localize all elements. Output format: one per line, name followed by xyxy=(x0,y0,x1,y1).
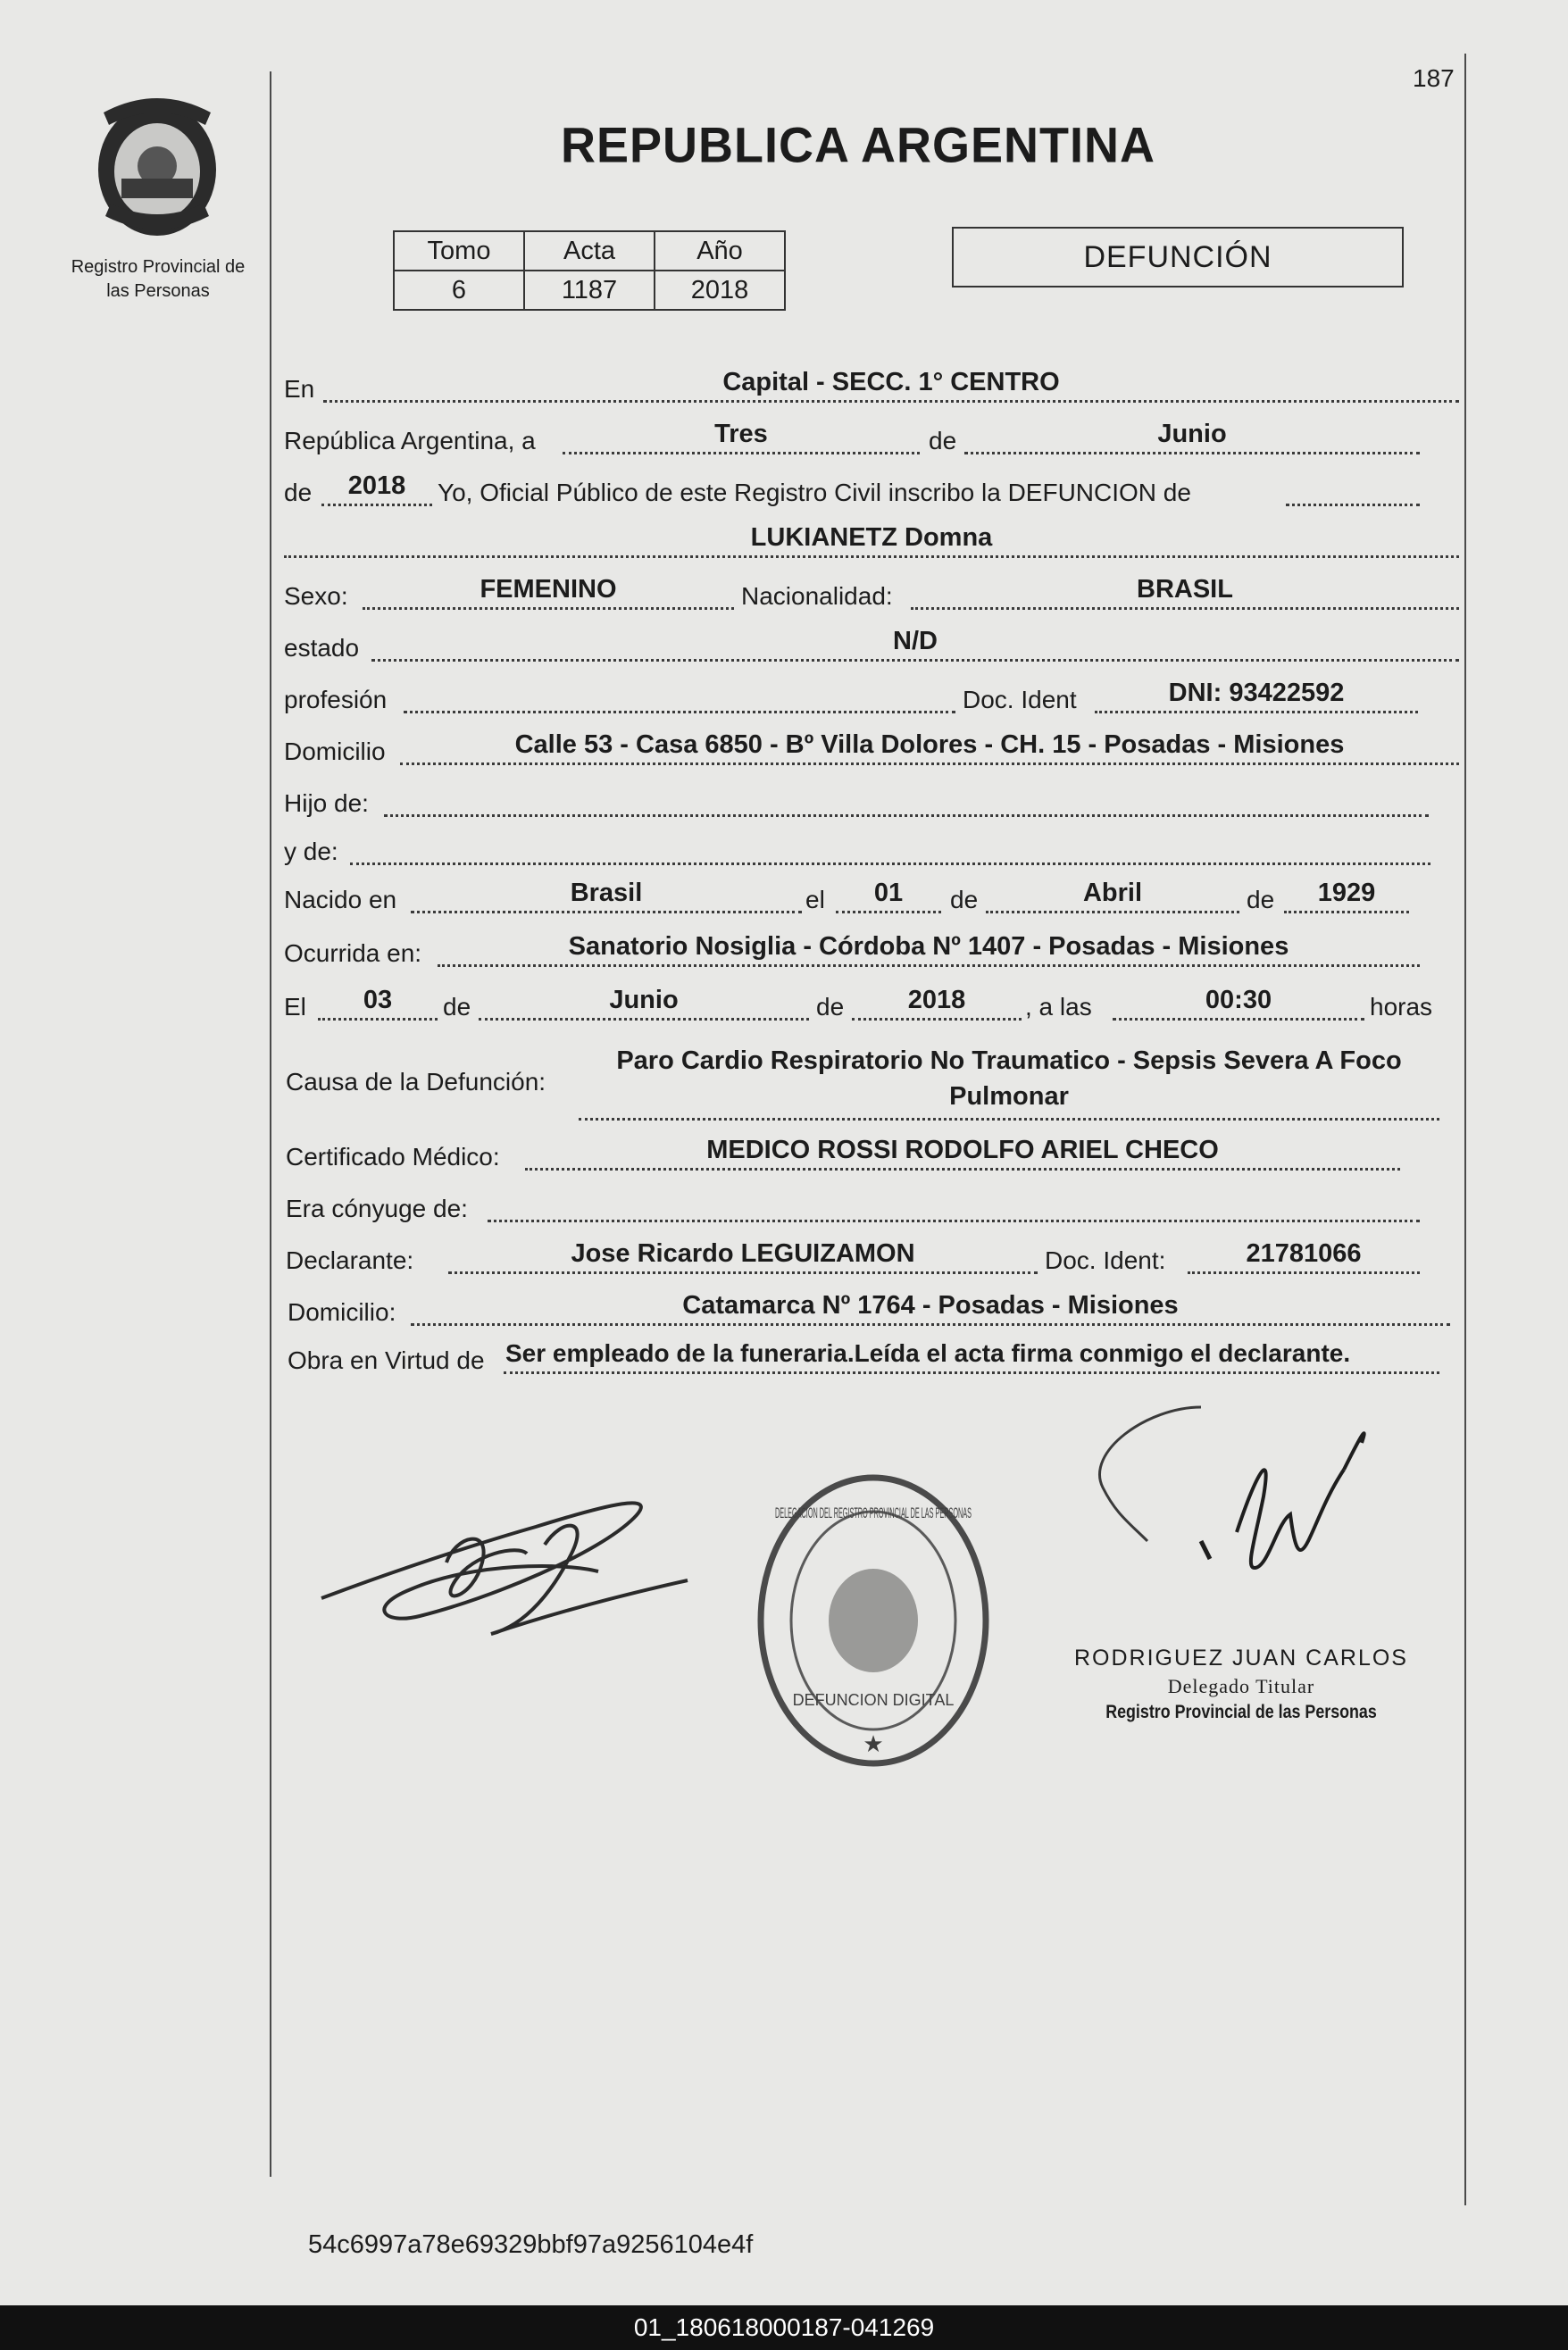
field-marital-status: N/D xyxy=(371,623,1459,662)
field-medical-certificate: MEDICO ROSSI RODOLFO ARIEL CHECO xyxy=(525,1132,1400,1171)
label-estado: estado xyxy=(284,634,360,662)
label-hijo-de: Hijo de: xyxy=(284,789,369,817)
label-horas: horas xyxy=(1370,993,1433,1021)
row-marital-status xyxy=(0,623,1464,662)
label-de-4: de xyxy=(1247,886,1275,913)
agency-name: Registro Provincial de las Personas xyxy=(71,257,246,301)
label-profesion: profesión xyxy=(284,686,388,713)
label-doc-ident-colon: Doc. Ident: xyxy=(1045,1246,1166,1274)
field-birth-year: 1929 xyxy=(1284,875,1409,913)
field-deceased-name: LUKIANETZ Domna xyxy=(284,520,1459,558)
label-de-5: de xyxy=(443,993,471,1021)
footer-code: 01_180618000187-041269 xyxy=(0,2305,1568,2350)
label-republica: República Argentina, a xyxy=(284,427,536,454)
field-declarant-doc: 21781066 xyxy=(1188,1236,1420,1274)
row-deceased-name xyxy=(0,520,1464,559)
row-and-of xyxy=(0,827,1464,866)
label-de-3: de xyxy=(950,886,979,913)
svg-text:DEFUNCION DIGITAL: DEFUNCION DIGITAL xyxy=(792,1691,955,1709)
official-statement: Yo, Oficial Público de este Registro Civil inscribo la DEFUNCION de xyxy=(438,479,1191,506)
row-birth xyxy=(0,875,1464,914)
field-sex: FEMENINO xyxy=(363,571,734,610)
label-nacionalidad: Nacionalidad: xyxy=(741,582,893,610)
row-official xyxy=(0,468,1464,507)
officer-name: RODRIGUEZ JUAN CARLOS xyxy=(1074,1646,1408,1671)
label-de-6: de xyxy=(816,993,845,1021)
label-domicilio: Domicilio xyxy=(284,738,386,765)
row-spouse xyxy=(0,1184,1464,1223)
label-de-2: de xyxy=(284,479,313,506)
field-and-of xyxy=(350,827,1430,865)
row-child-of xyxy=(0,779,1464,818)
field-death-time: 00:30 xyxy=(1113,982,1364,1021)
field-cause: Paro Cardio Respiratorio No Traumatico - Sepsis Severa A Foco Pulmonar xyxy=(579,1043,1439,1121)
officer-role: Delegado Titular xyxy=(1167,1675,1315,1697)
label-certificado: Certificado Médico: xyxy=(286,1143,500,1171)
field-child-of xyxy=(384,779,1429,817)
field-declarant: Jose Ricardo LEGUIZAMON xyxy=(448,1236,1038,1274)
record-type-box: DEFUNCIÓN xyxy=(952,227,1404,288)
field-doc-id: DNI: 93422592 xyxy=(1095,675,1418,713)
row-place xyxy=(0,364,1464,404)
row-by-virtue xyxy=(0,1336,1464,1375)
row-declarant-address xyxy=(0,1288,1464,1327)
label-nacido-en: Nacido en xyxy=(284,886,397,913)
field-month: Junio xyxy=(964,416,1420,454)
label-causa: Causa de la Defunción: xyxy=(286,1068,546,1096)
officer-org: Registro Provincial de las Personas xyxy=(1105,1702,1377,1722)
label-conyuge: Era cónyuge de: xyxy=(286,1195,468,1222)
label-ocurrida-en: Ocurrida en: xyxy=(284,939,422,967)
acta-header: Acta xyxy=(524,231,655,271)
label-a-las: , a las xyxy=(1025,993,1092,1021)
province-coat-of-arms-logo xyxy=(86,89,229,243)
field-address: Calle 53 - Casa 6850 - Bº Villa Dolores - CH. 15 - Posadas - Misiones xyxy=(400,727,1459,765)
label-en: En xyxy=(284,375,315,403)
row-sex-nationality xyxy=(0,571,1464,611)
field-birth-month: Abril xyxy=(986,875,1239,913)
row-declarant xyxy=(0,1236,1464,1275)
row-profession-doc xyxy=(0,675,1464,714)
field-year: 2018 xyxy=(321,468,432,506)
label-declarante: Declarante: xyxy=(286,1246,414,1274)
label-doc-ident: Doc. Ident xyxy=(963,686,1077,713)
anio-value: 2018 xyxy=(655,271,785,310)
field-declarant-address: Catamarca Nº 1764 - Posadas - Misiones xyxy=(411,1288,1450,1326)
row-medical-certificate xyxy=(0,1132,1464,1171)
tomo-header: Tomo xyxy=(394,231,524,271)
field-death-day: 03 xyxy=(318,982,438,1021)
field-birth-day: 01 xyxy=(836,875,941,913)
right-margin-line xyxy=(1464,54,1466,2205)
field-spouse xyxy=(488,1184,1420,1222)
officer-signature xyxy=(1076,1389,1433,1639)
row-death-place xyxy=(0,929,1464,968)
svg-text:★: ★ xyxy=(863,1731,884,1758)
label-sexo: Sexo: xyxy=(284,582,348,610)
tomo-value: 6 xyxy=(394,271,524,310)
document-title: REPUBLICA ARGENTINA xyxy=(561,118,1155,173)
registry-seal xyxy=(748,1464,998,1777)
label-domicilio-colon: Domicilio: xyxy=(288,1298,396,1326)
svg-text:DELEGACION DEL REGISTRO PROVIN: DELEGACION DEL REGISTRO PROVINCIAL DE LAS PERSONAS xyxy=(775,1504,972,1521)
field-death-place: Sanatorio Nosiglia - Córdoba Nº 1407 - Posadas - Misiones xyxy=(438,929,1420,967)
row-death-date xyxy=(0,982,1464,1021)
field-place: Capital - SECC. 1° CENTRO xyxy=(323,364,1459,403)
field-death-year: 2018 xyxy=(852,982,1022,1021)
acta-value: 1187 xyxy=(524,271,655,310)
declarant-signature xyxy=(313,1464,705,1652)
field-profession xyxy=(404,675,955,713)
row-address xyxy=(0,727,1464,766)
label-y-de: y de: xyxy=(284,838,338,865)
field-nationality: BRASIL xyxy=(911,571,1459,610)
field-death-month: Junio xyxy=(479,982,809,1021)
label-obra: Obra en Virtud de xyxy=(288,1346,485,1374)
field-day-text: Tres xyxy=(563,416,920,454)
page-number: 187 xyxy=(1413,64,1455,92)
document-hash: 54c6997a78e69329bbf97a9256104e4f xyxy=(308,2230,754,2259)
anio-header: Año xyxy=(655,231,785,271)
field-by-virtue: Ser empleado de la funeraria.Leída el acta firma conmigo el declarante. xyxy=(504,1336,1439,1374)
officer-block xyxy=(1027,1646,1455,1723)
field-birth-place: Brasil xyxy=(411,875,802,913)
label-el-cap: El xyxy=(284,993,306,1021)
label-el: el xyxy=(805,886,825,913)
row-date xyxy=(0,416,1464,455)
reference-table xyxy=(393,230,786,311)
field-official-blank xyxy=(1286,468,1420,506)
label-de-1: de xyxy=(929,427,957,454)
